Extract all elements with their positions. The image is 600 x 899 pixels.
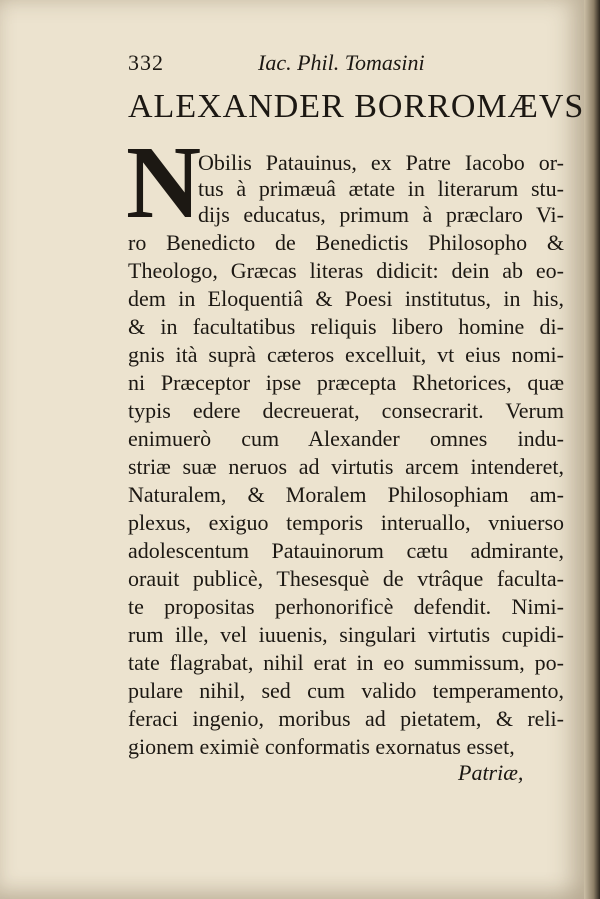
text-line: enimuerò cum Alexander omnes indu- <box>128 426 564 451</box>
text-line: dijs educatus, primum à præclaro Vi- <box>198 202 564 227</box>
section-title: ALEXANDER BORROMÆVS <box>128 88 585 125</box>
page-header <box>128 50 568 80</box>
text-line: & in facultatibus reliquis libero homine di- <box>128 314 564 339</box>
text-line: Obilis Patauinus, ex Patre Iacobo or- <box>198 150 564 175</box>
text-line: rum ille, vel iuuenis, singulari virtutis cupidi- <box>128 622 564 647</box>
text-line: orauit publicè, Thesesquè de vtrâque faculta- <box>128 566 564 591</box>
drop-cap: N <box>126 125 202 240</box>
text-line: dem in Eloquentiâ & Poesi institutus, in his, <box>128 286 564 311</box>
text-line: te propositas perhonorificè defendit. Nimi- <box>128 594 564 619</box>
text-line: feraci ingenio, moribus ad pietatem, & reli- <box>128 706 564 731</box>
page-number: 332 <box>128 50 164 75</box>
text-line: gionem eximiè conformatis exornatus esset, <box>128 734 515 759</box>
catchword: Patriæ, <box>458 760 524 785</box>
text-line: Naturalem, & Moralem Philosophiam am- <box>128 482 564 507</box>
text-line: Theologo, Græcas literas didicit: dein ab eo- <box>128 258 564 283</box>
text-line: ro Benedicto de Benedictis Philosopho & <box>128 230 564 255</box>
text-line: tate flagrabat, nihil erat in eo summissum, po- <box>128 650 564 675</box>
running-title: Iac. Phil. Tomasini <box>258 50 425 75</box>
text-line: tus à primæuâ ætate in literarum stu- <box>198 176 564 201</box>
text-line: typis edere decreuerat, consecrarit. Verum <box>128 398 564 423</box>
text-line: adolescentum Patauinorum cætu admirante, <box>128 538 564 563</box>
text-line: striæ suæ neruos ad virtutis arcem intenderet, <box>128 454 564 479</box>
text-line: gnis ità suprà cæteros excelluit, vt eius nomi- <box>128 342 564 367</box>
text-line: plexus, exiguo temporis interuallo, vniuerso <box>128 510 564 535</box>
book-edge <box>584 0 600 899</box>
text-line: ni Præceptor ipse præcepta Rhetorices, quæ <box>128 370 564 395</box>
text-line: pulare nihil, sed cum valido temperamento, <box>128 678 564 703</box>
